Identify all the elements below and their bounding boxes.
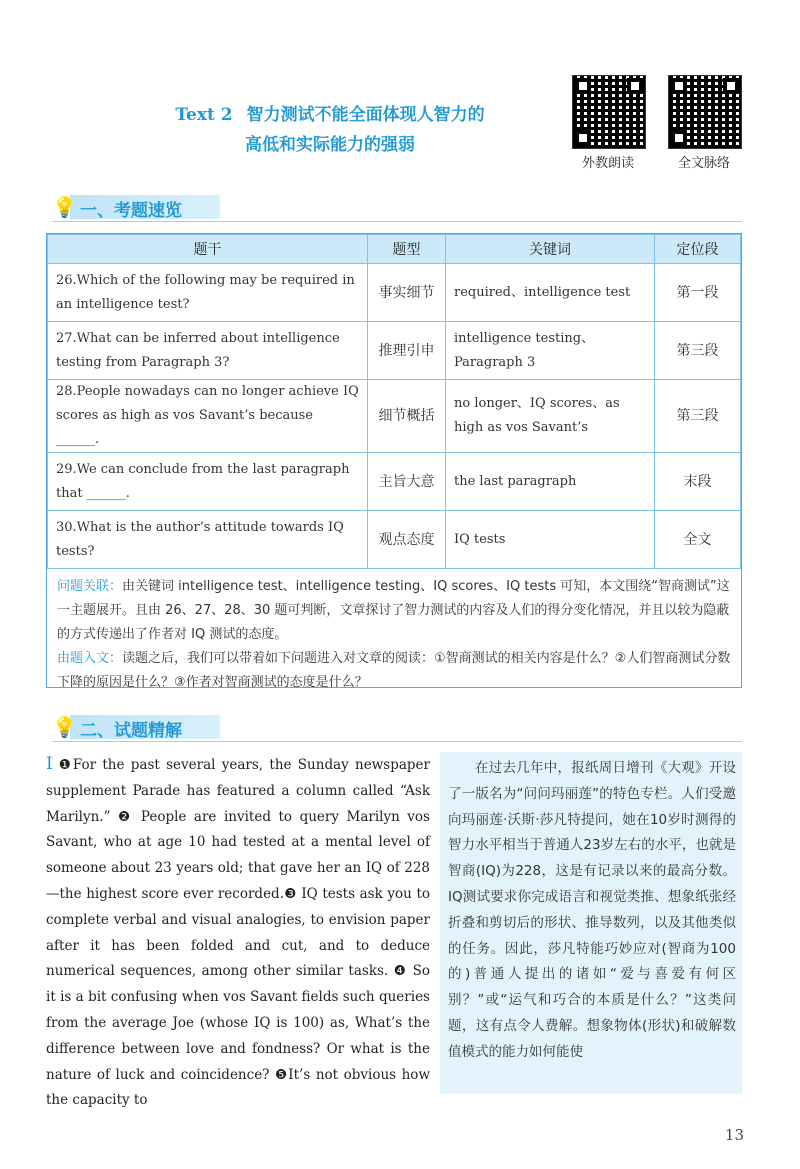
question-link-label: 问题关联： bbox=[57, 579, 123, 594]
type-cell: 主旨大意 bbox=[368, 453, 446, 511]
section-title: 一、考题速览 bbox=[80, 201, 182, 221]
question-cell: 29.We can conclude from the last paragraph that ______. bbox=[48, 453, 368, 511]
keywords-cell: no longer、IQ scores、as high as vos Savant’s bbox=[446, 380, 655, 453]
lightbulb-icon: 💡 bbox=[52, 715, 77, 739]
question-cell: 27.What can be inferred about intelligence testing from Paragraph 3? bbox=[48, 322, 368, 380]
english-text: ❶For the past several years, the Sunday newspaper supplement Parade has featured a column called “Ask Marilyn.” ❷ People are invited to query Marilyn vos Savant, who at age 10 had tested at a mental level of someone about 23 years old; that gave her an IQ of 228—the highest score ever recorded.❸ IQ tests ask you to complete verbal and visual analogies, to envision paper after it has been folded and cut, and to deduce numerical sequences, among other similar tasks. ❹ So it is a bit confusing when vos Savant fields such queries from the average Joe (whose IQ is 100) as, What’s the difference between love and fondness? Or what is the nature of luck and coincidence? ❺It’s not obvious how the capacity to bbox=[46, 757, 431, 1109]
paragraph-number: Ⅰ bbox=[46, 754, 55, 774]
paragraph-cell: 末段 bbox=[655, 453, 741, 511]
qr-code-reading[interactable] bbox=[572, 75, 646, 149]
qr-label-outline: 全文脉络 bbox=[677, 156, 730, 171]
keywords-cell: the last paragraph bbox=[446, 453, 655, 511]
page-number: 13 bbox=[724, 1126, 744, 1144]
keywords-cell: required、intelligence test bbox=[446, 264, 655, 322]
table-row bbox=[48, 453, 741, 511]
question-cell: 30.What is the author’s attitude towards IQ tests? bbox=[48, 511, 368, 569]
table-row bbox=[48, 380, 741, 453]
keywords-cell: IQ tests bbox=[446, 511, 655, 569]
type-cell: 事实细节 bbox=[368, 264, 446, 322]
question-link-text: 由关键词 intelligence test、intelligence testing、IQ scores、IQ tests 可知，本文围绕“智商测试”这一主题展开。且由 26、27、28、30 题可判断，文章探讨了智力测试的内容及人们的得分变化情况，并且以较为隐蔽的方式传递出了作者对 IQ 测试的态度。 bbox=[57, 579, 730, 642]
type-cell: 推理引申 bbox=[368, 322, 446, 380]
entry-text: 读题之后，我们可以带着如下问题进入对文章的阅读：①智商测试的相关内容是什么？②人们智商测试分数下降的原因是什么？③作者对智商测试的态度是什么？ bbox=[57, 651, 731, 690]
question-link-note bbox=[57, 575, 733, 647]
chinese-translation: 在过去几年中，报纸周日增刊《大观》开设了一版名为“问问玛丽莲”的特色专栏。人们受邀向玛丽莲·沃斯·莎凡特提问，她在10岁时测得的智力水平相当于普通人23岁左右的水平，也就是智商(IQ)为228，这是有记录以来的最高分数。IQ测试要求你完成语言和视觉类推、想象纸张经折叠和剪切后的形状、推导数列，以及其他类似的任务。因此，莎凡特能巧妙应对(智商为100的)普通人提出的诸如“爱与喜爱有何区别？”或“运气和巧合的本质是什么？”这类问题，这有点令人费解。想象物体(形状)和破解数值模式的能力如何能使 bbox=[448, 760, 736, 1060]
paragraph-cell: 第三段 bbox=[655, 380, 741, 453]
entry-label: 由题入文： bbox=[57, 651, 123, 666]
qr-code-outline[interactable] bbox=[668, 75, 742, 149]
paragraph-cell: 第三段 bbox=[655, 322, 741, 380]
question-table bbox=[47, 234, 741, 569]
type-cell: 细节概括 bbox=[368, 380, 446, 453]
header-paragraph: 定位段 bbox=[655, 235, 741, 264]
table-row bbox=[48, 511, 741, 569]
paragraph-cell: 第一段 bbox=[655, 264, 741, 322]
qr-label-reading: 外教朗读 bbox=[581, 156, 634, 171]
header-type: 题型 bbox=[368, 235, 446, 264]
page-title bbox=[110, 100, 550, 160]
text-label: Text 2 bbox=[175, 105, 233, 125]
question-table-box bbox=[46, 233, 742, 688]
title-line1: 智力测试不能全面体现人智力的 bbox=[246, 105, 485, 125]
question-cell: 26.Which of the following may be required in an intelligence test? bbox=[48, 264, 368, 322]
table-row bbox=[48, 322, 741, 380]
analysis-notes bbox=[47, 569, 741, 695]
header-question: 题干 bbox=[48, 235, 368, 264]
english-passage bbox=[46, 752, 430, 1114]
section-heading-analysis bbox=[52, 713, 742, 742]
type-cell: 观点态度 bbox=[368, 511, 446, 569]
question-cell: 28.People nowadays can no longer achieve IQ scores as high as vos Savant’s because ______. bbox=[48, 380, 368, 453]
section-title: 二、试题精解 bbox=[80, 721, 182, 741]
header-keywords: 关键词 bbox=[446, 235, 655, 264]
keywords-cell: intelligence testing、Paragraph 3 bbox=[446, 322, 655, 380]
section-heading-overview bbox=[52, 193, 742, 222]
lightbulb-icon: 💡 bbox=[52, 195, 77, 219]
title-line2: 高低和实际能力的强弱 bbox=[245, 135, 415, 155]
table-row bbox=[48, 264, 741, 322]
paragraph-cell: 全文 bbox=[655, 511, 741, 569]
entry-note bbox=[57, 647, 733, 695]
